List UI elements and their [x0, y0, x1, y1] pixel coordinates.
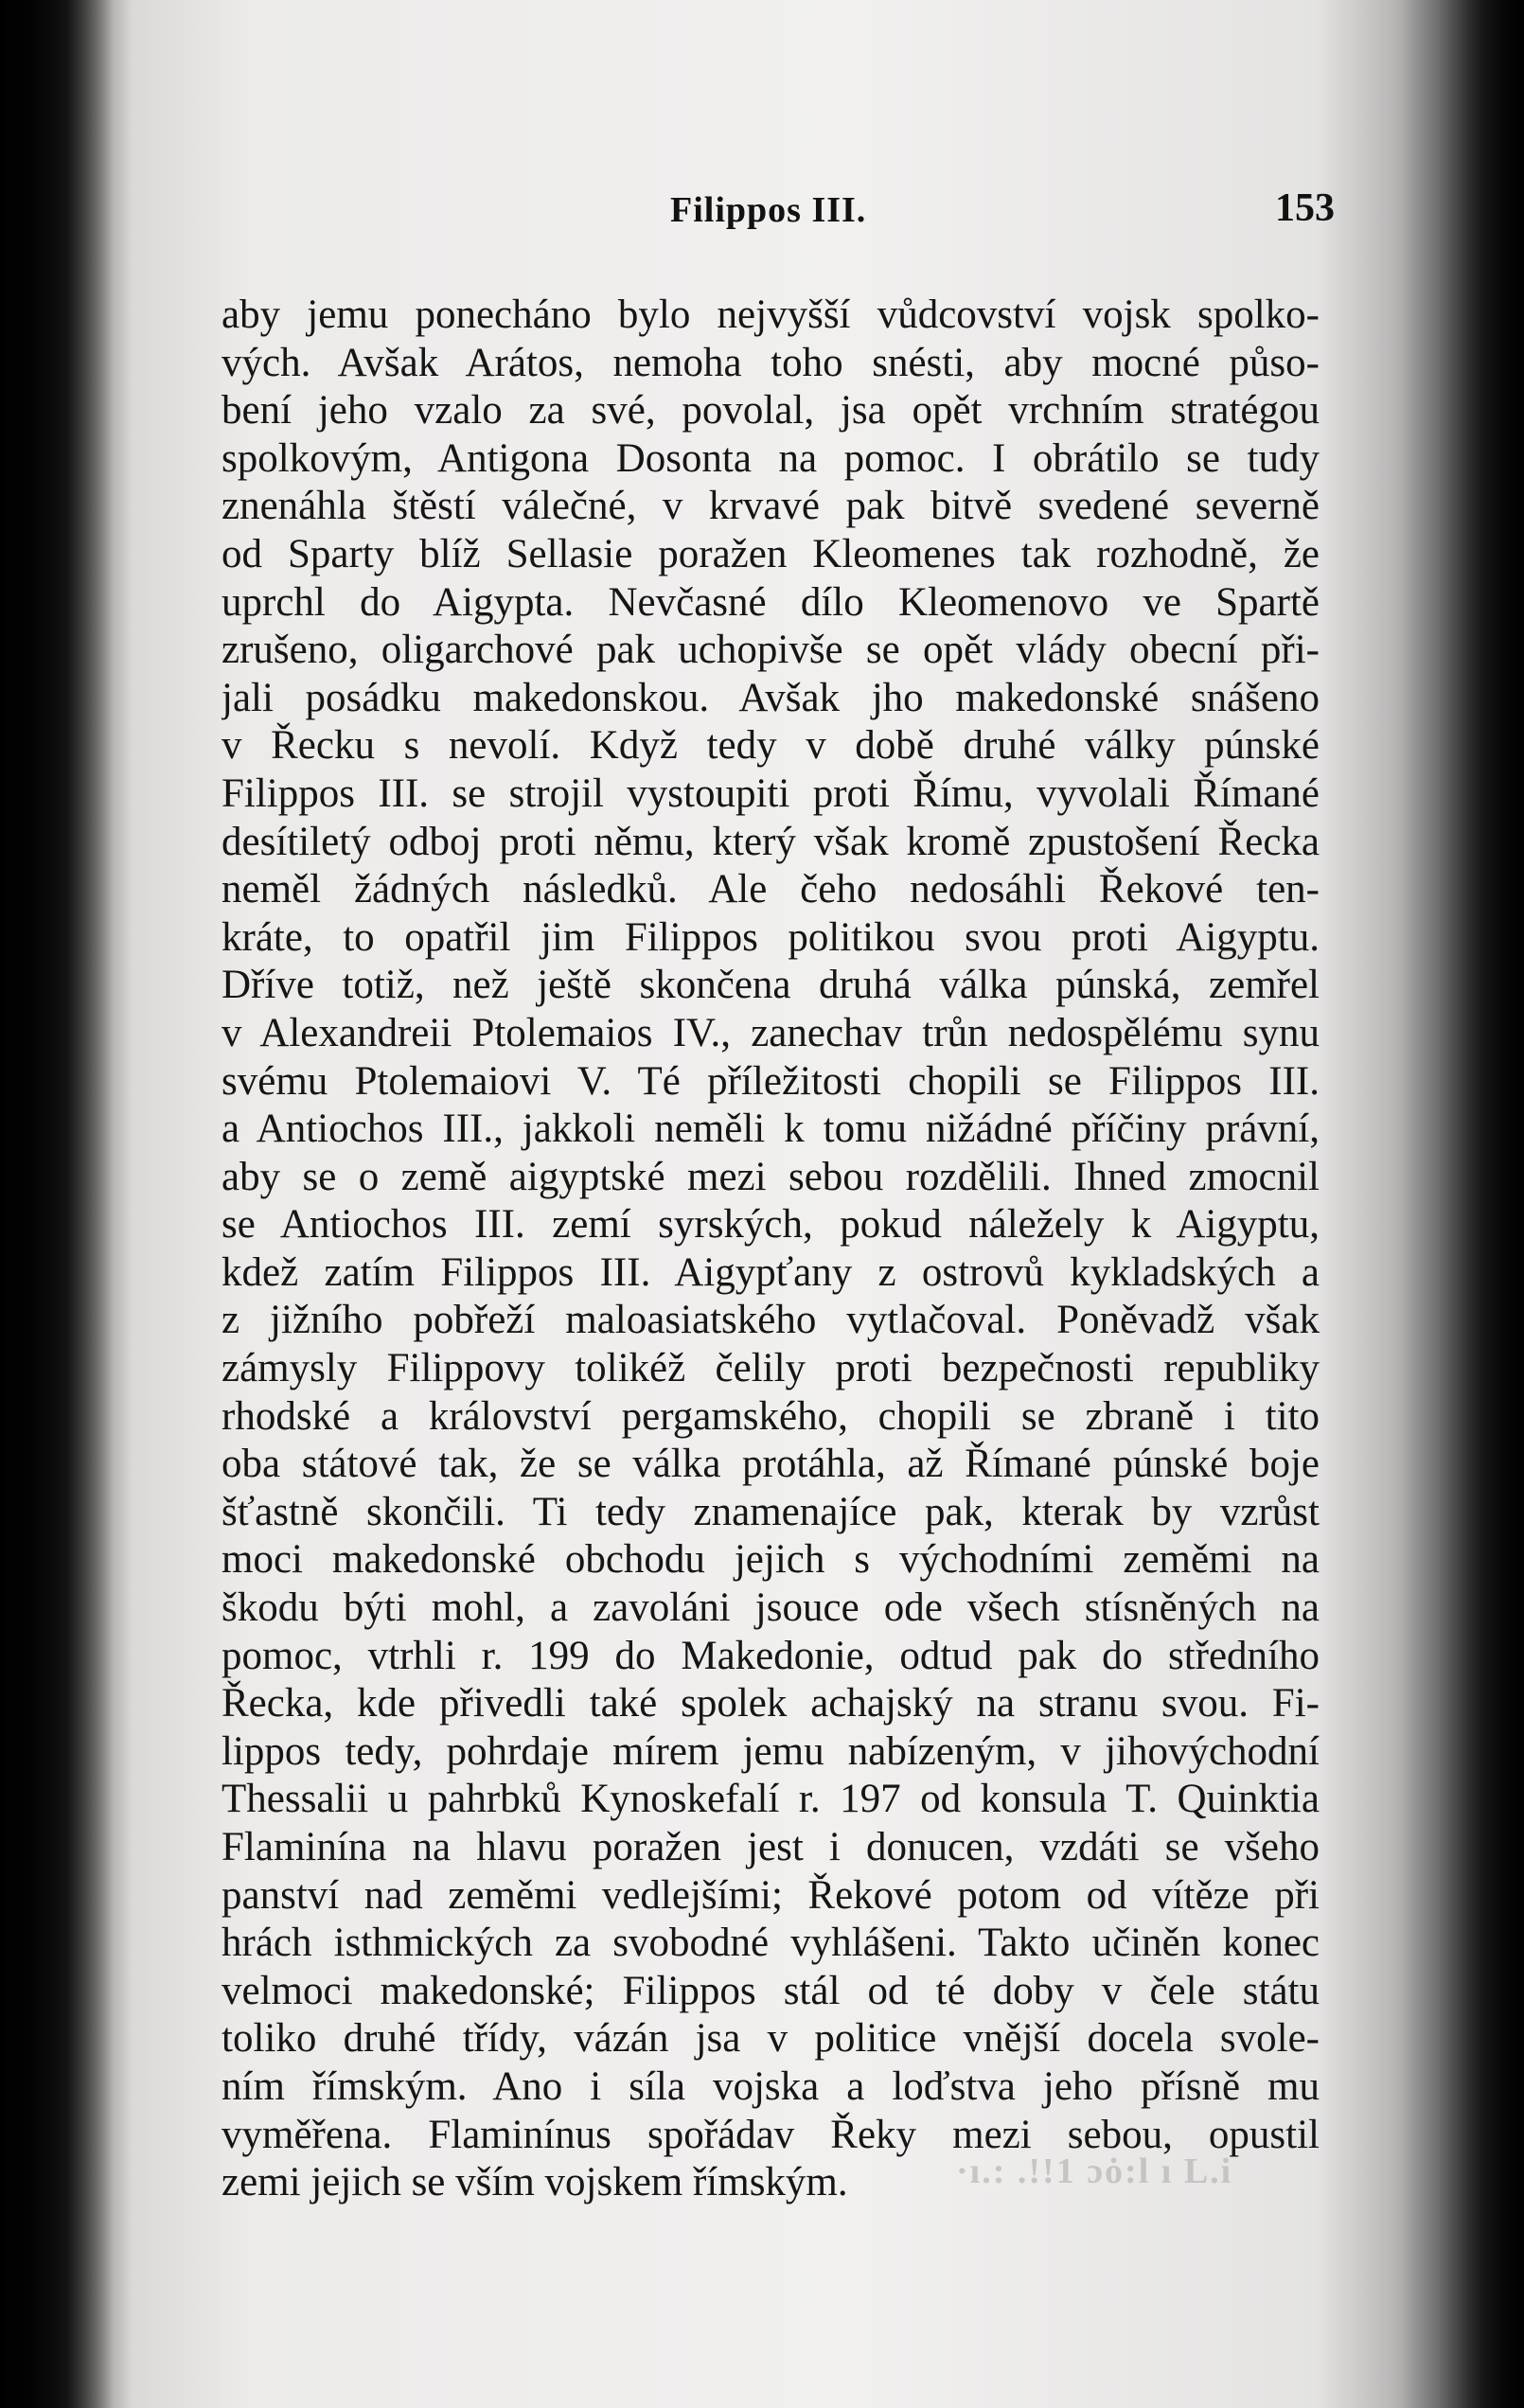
page-edge-shadow [1401, 0, 1524, 2408]
text-line: neměl žádných následků. Ale čeho nedosáhli Řekové ten- [222, 867, 1320, 912]
page-number: 153 [1275, 186, 1335, 230]
text-line: rhodské a království pergamského, chopili se zbraně i tito [222, 1393, 1320, 1439]
text-line: Thessalii u pahrbků Kynoskefalí r. 197 od konsula T. Quinktia [222, 1777, 1320, 1822]
text-line: zámysly Filippovy tolikéž čelily proti bezpečnosti republiky [222, 1346, 1320, 1391]
text-line: hrách isthmických za svobodné vyhlášeni. Takto učiněn konec [222, 1921, 1320, 1966]
text-line: Flaminína na hlavu poražen jest i donucen, vzdáti se všeho [222, 1825, 1320, 1869]
text-line: vyměřena. Flaminínus spořádav Řeky mezi sebou, opustil [222, 2112, 1320, 2157]
text-line: ním římským. Ano i síla vojska a loďstva jeho přísně mu [222, 2063, 1320, 2109]
running-head-title: Filippos III. [670, 190, 867, 230]
text-line: kráte, to opatřil jim Filippos politikou svou proti Aigyptu. [222, 914, 1320, 960]
text-line: Filippos III. se strojil vystoupiti proti Římu, vyvolali Římané [222, 770, 1320, 816]
body-text [222, 292, 1320, 2207]
text-line: a Antiochos III., jakkoli neměli k tomu nižádné příčiny právní, [222, 1107, 1320, 1152]
text-line: v Alexandreii Ptolemaios IV., zanechav trůn nedospělému synu [222, 1010, 1320, 1055]
text-line: se Antiochos III. zemí syrských, pokud náležely k Aigyptu, [222, 1202, 1320, 1248]
text-line: panství nad zeměmi vedlejšími; Řekové potom od vítěze při [222, 1872, 1320, 1918]
show-through-text: ·ı.: .!!1 ɔȯ:l ı L.i [956, 2151, 1233, 2191]
text-line: aby jemu ponecháno bylo nejvyšší vůdcovství vojsk spolko- [222, 292, 1320, 337]
text-line: Dříve totiž, než ještě skončena druhá válka púnská, zemřel [222, 963, 1320, 1008]
text-line: škodu býti mohl, a zavoláni jsouce ode všech stísněných na [222, 1585, 1320, 1631]
text-line: toliko druhé třídy, vázán jsa v politice vnější docela svole- [222, 2016, 1320, 2062]
text-line: svému Ptolemaiovi V. Té příležitosti chopili se Filippos III. [222, 1058, 1320, 1104]
text-line: z jižního pobřeží maloasiatského vytlačoval. Poněvadž však [222, 1298, 1320, 1343]
text-line-last: zemi jejich se vším vojskem římským. [222, 2160, 848, 2205]
text-line: Řecka, kde přivedli také spolek achajský na stranu svou. Fi- [222, 1681, 1320, 1726]
text-line: jali posádku makedonskou. Avšak jho makedonské snášeno [222, 675, 1320, 720]
text-line: kdež zatím Filippos III. Aigypťany z ostrovů kykladských a [222, 1249, 1320, 1295]
text-line: vých. Avšak Arátos, nemoha toho snésti, aby mocné půso- [222, 340, 1320, 385]
text-line: oba státové tak, že se válka protáhla, až Římané púnské boje [222, 1442, 1320, 1487]
binding-shadow [0, 0, 133, 2408]
text-line: uprchl do Aigypta. Nevčasné dílo Kleomenovo ve Spartě [222, 579, 1320, 625]
text-line: bení jeho vzalo za své, povolal, jsa opět vrchním stratégou [222, 388, 1320, 434]
text-line: zrušeno, oligarchové pak uchopivše se opět vlády obecní při- [222, 628, 1320, 673]
text-line: desítiletý odboj proti němu, který však kromě zpustošení Řecka [222, 819, 1320, 864]
text-line: v Řecku s nevolí. Když tedy v době druhé války púnské [222, 723, 1320, 769]
text-line: aby se o země aigyptské mezi sebou rozdělili. Ihned zmocnil [222, 1154, 1320, 1199]
text-line: velmoci makedonské; Filippos stál od té doby v čele státu [222, 1968, 1320, 2013]
text-line: pomoc, vtrhli r. 199 do Makedonie, odtud pak do středního [222, 1633, 1320, 1678]
text-line: od Sparty blíž Sellasie poražen Kleomenes tak rozhodně, že [222, 531, 1320, 576]
text-line: lippos tedy, pohrdaje mírem jemu nabízeným, v jihovýchodní [222, 1728, 1320, 1774]
text-line: spolkovým, Antigona Dosonta na pomoc. I obrátilo se tudy [222, 435, 1320, 481]
running-head [218, 186, 1335, 246]
text-line: znenáhla štěstí válečné, v krvavé pak bitvě svedené severně [222, 484, 1320, 529]
text-line: šťastně skončili. Ti tedy znamenajíce pak, kterak by vzrůst [222, 1489, 1320, 1534]
text-line: moci makedonské obchodu jejich s východními zeměmi na [222, 1537, 1320, 1583]
